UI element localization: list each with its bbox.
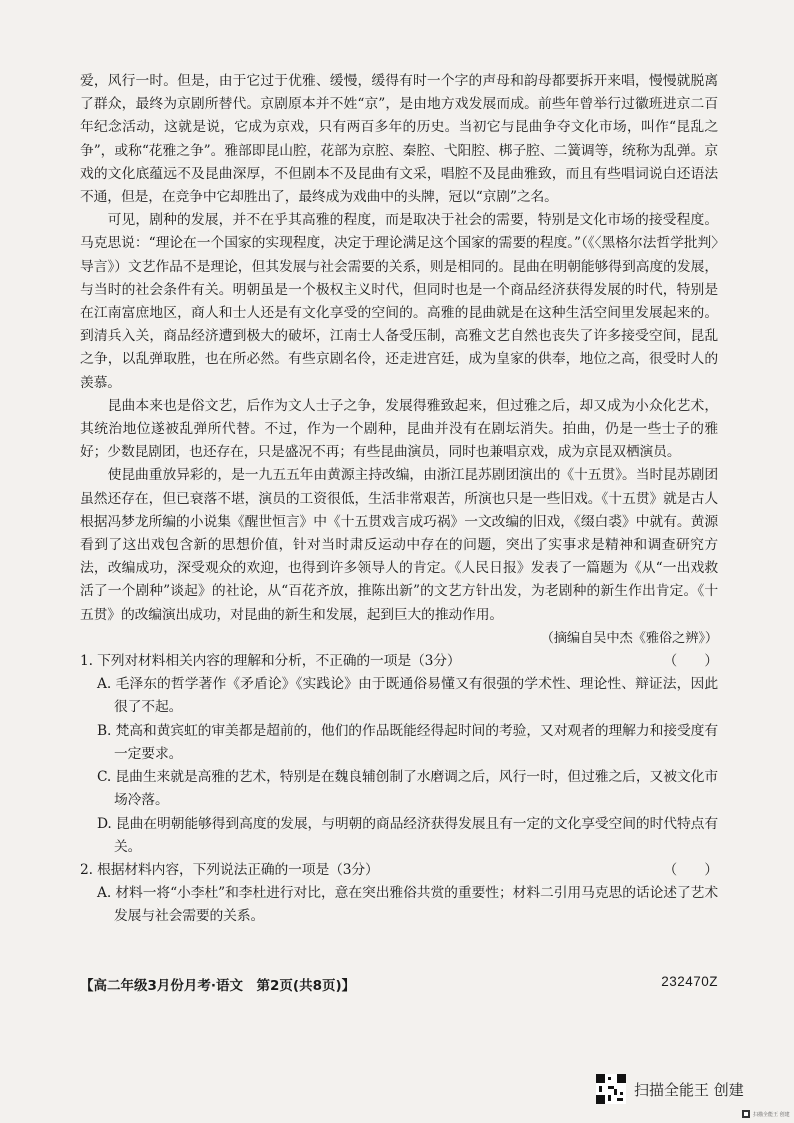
question-2-option-a: A. 材料一将“小李杜”和李杜进行对比，意在突出雅俗共赏的重要性；材料二引用马克思的话论述了艺术发展与社会需要的关系。 [97,885,718,925]
question-1-option-a: A. 毛泽东的哲学著作《矛盾论》《实践论》由于既通俗易懂又有很强的学术性、理论性、辩证法，因此很了不起。 [97,676,718,716]
article-paragraph-1: 爱，风行一时。但是，由于它过于优雅、缓慢，缓得有时一个字的声母和韵母都要拆开来唱，慢慢就脱离了群众，最终为京剧所替代。京剧原本并不姓“京”，是由地方戏发展而成。前些年曾举行过徽班进京二百年纪念活动，这就是说，它成为京戏，只有两百多年的历史。当初它与昆曲争夺文化市场，叫作“昆乱之争”，或称“花雅之争”。雅部即昆山腔，花部为京腔、秦腔、弋阳腔、梆子腔、二簧调等，统称为乱弹。京戏的文化底蕴远不及昆曲深厚，不但剧本不及昆曲有文采，唱腔不及昆曲雅致，而且有些唱词说白还语法不通，但是，在竞争中它却胜出了，最终成为戏曲中的头牌，冠以“京剧”之名。 [80,73,718,206]
question-1 [80,650,718,673]
scanner-watermark-label: 扫描全能王 创建 [634,1080,744,1099]
question-1-answer-blank: （ ） [663,653,718,670]
page-footer [80,974,718,994]
footer-code: 232470Z [661,974,718,989]
question-2-stem: 2. 根据材料内容，下列说法正确的一项是（3分） [80,861,379,878]
scanner-watermark [596,1072,744,1106]
tiny-qr-icon [742,1110,750,1118]
question-1-option-d: D. 昆曲在明朝能够得到高度的发展，与明朝的商品经济获得发展且有一定的文化享受空间的时代特点有关。 [97,815,718,855]
question-1-stem: 1. 下列对材料相关内容的理解和分析，不正确的一项是（3分） [80,653,461,670]
question-1-option-b: B. 梵高和黄宾虹的审美都是超前的，他们的作品既能经得起时间的考验，又对观者的理解力和接受度有一定要求。 [97,722,718,762]
article-source: （摘编自吴中杰《雅俗之辨》） [540,630,718,646]
article-paragraph-3: 昆曲本来也是俗文艺，后作为文人士子之争，发展得雅致起来，但过雅之后，却又成为小众化艺术，其统治地位遂被乱弹所代替。不过，作为一个剧种，昆曲并没有在剧坛消失。拍曲，仍是一些士子的雅好；少数昆剧团，也还存在，只是盛况不再；有些昆曲演员，同时也兼唱京戏，成为京昆双栖演员。 [80,397,718,461]
qr-code-icon [596,1074,626,1104]
article-paragraph-4: 使昆曲重放异彩的，是一九五五年由黄源主持改编，由浙江昆苏剧团演出的《十五贯》。当时昆苏剧团虽然还存在，但已衰落不堪，演员的工资很低，生活非常艰苦，所演也只是一些旧戏。《十五贯》就是古人根据冯梦龙所编的小说集《醒世恒言》中《十五贯戏言成巧祸》一文改编的旧戏，《缀白裘》中就有。黄源看到了这出戏包含新的思想价值，针对当时肃反运动中存在的问题，突出了实事求是精神和调查研究方法，改编成功，深受观众的欢迎，也得到许多领导人的肯定。《人民日报》发表了一篇题为《从“一出戏救活了一个剧种”谈起》的社论，从“百花齐放，推陈出新”的文艺方针出发，为老剧种的新生作出肯定。《十五贯》的改编演出成功，对昆曲的新生和发展，起到巨大的推动作用。 [80,467,718,623]
question-2-answer-blank: （ ） [663,861,718,878]
page-content [80,70,718,929]
question-1-option-c: C. 昆曲生来就是高雅的艺术，特别是在魏良辅创制了水磨调之后，风行一时，但过雅之后，又被文化市场冷落。 [97,769,718,809]
tiny-scanner-mark [742,1110,790,1118]
footer-title: 【高二年级3月份月考·语文 第2页(共8页)】 [80,978,356,994]
question-2 [80,859,718,882]
article-paragraph-2: 可见，剧种的发展，并不在乎其高雅的程度，而是取决于社会的需要，特别是文化市场的接受程度。马克思说：“理论在一个国家的实现程度，决定于理论满足这个国家的需要的程度。”（《〈黑格尔法哲学批判〉导言》）文艺作品不是理论，但其发展与社会需要的关系，则是相同的。昆曲在明朝能够得到高度的发展，与当时的社会条件有关。明朝虽是一个极权主义时代，但同时也是一个商品经济获得发展的时代，特别是在江南富庶地区，商人和士人还是有文化享受的空间的。高雅的昆曲就是在这种生活空间里发展起来的。到清兵入关，商品经济遭到极大的破坏，江南士人备受压制，高雅文艺自然也丧失了许多接受空间，昆乱之争，以乱弹取胜，也在所必然。有些京剧名伶，还走进宫廷，成为皇家的供奉，地位之高，很受时人的羡慕。 [80,212,718,391]
tiny-scanner-label: 扫描全能王 创建 [753,1111,790,1118]
